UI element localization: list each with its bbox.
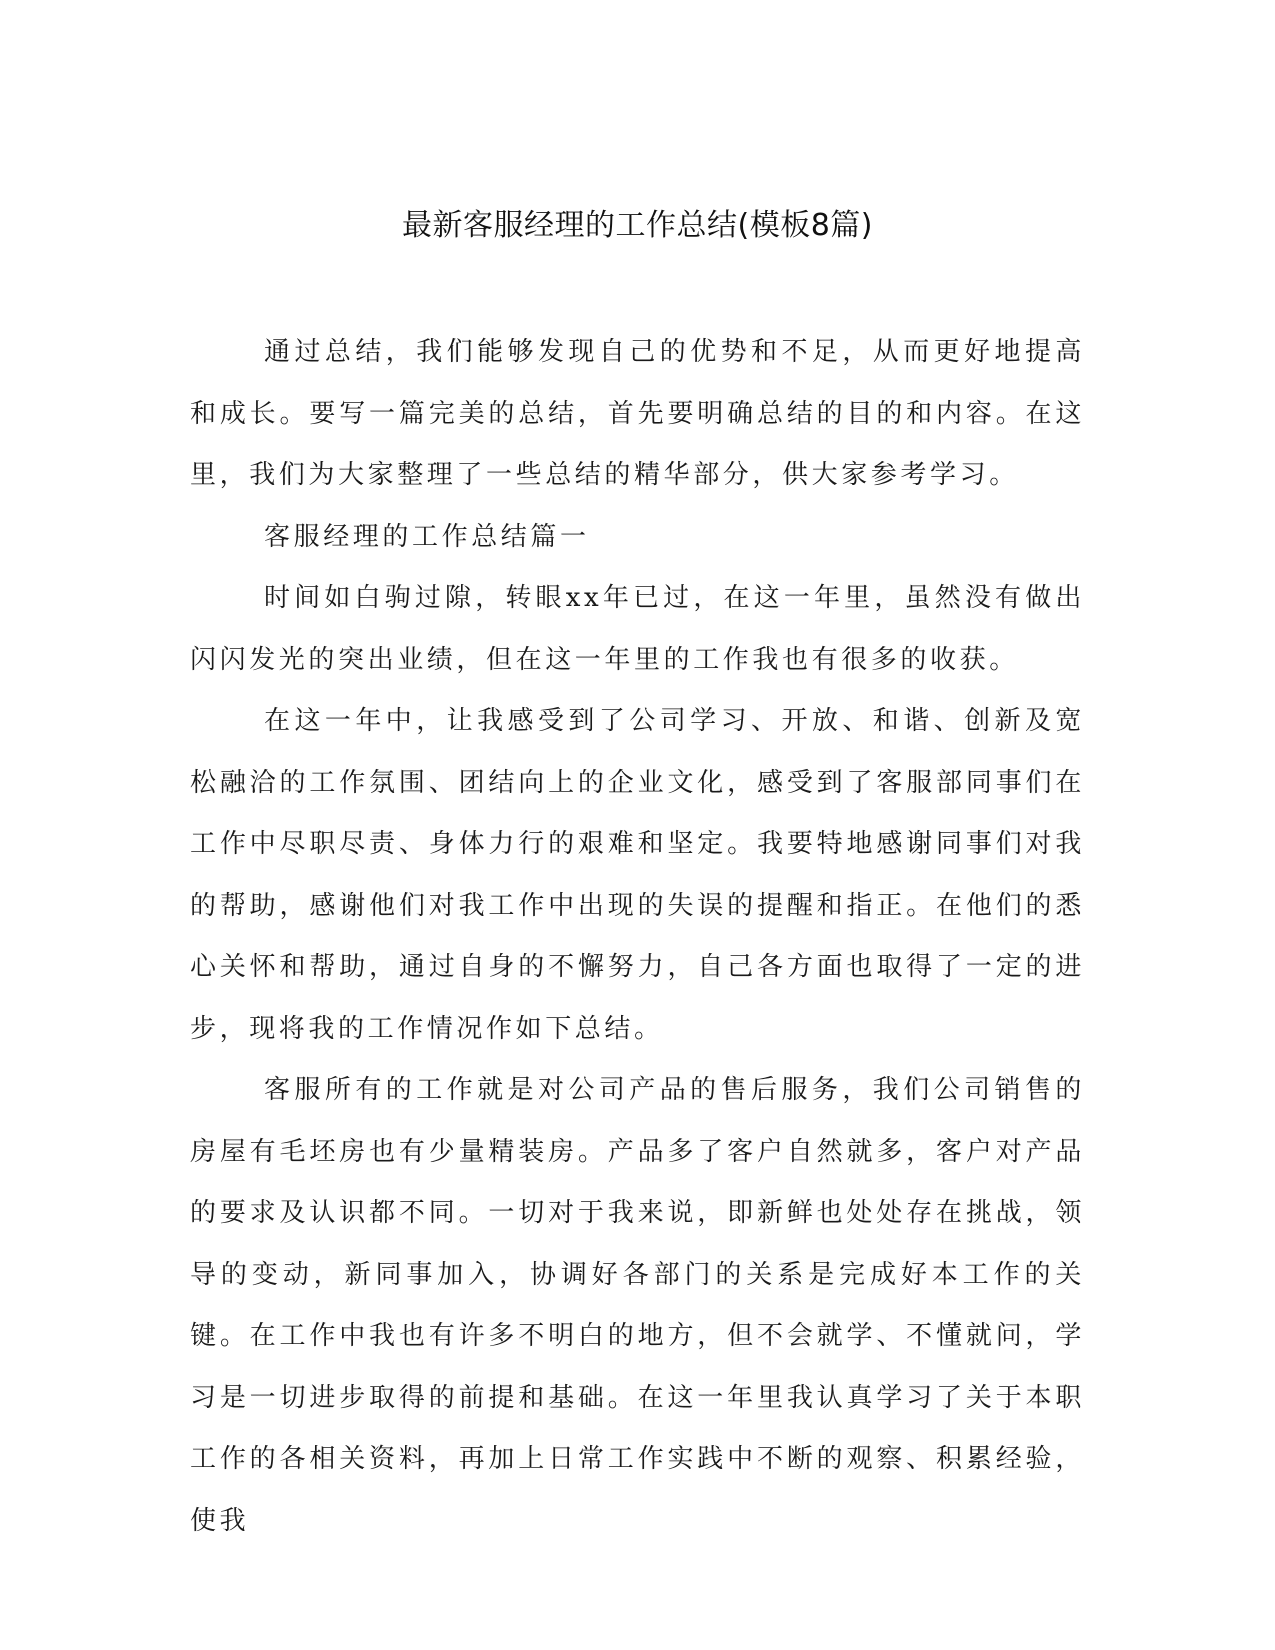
document-body: [190, 322, 1085, 1552]
body-paragraph: 在这一年中，让我感受到了公司学习、开放、和谐、创新及宽松融洽的工作氛围、团结向上的企业文化，感受到了客服部同事们在工作中尽职尽责、身体力行的艰难和坚定。我要特地感谢同事们对我的帮助，感谢他们对我工作中出现的失误的提醒和指正。在他们的悉心关怀和帮助，通过自身的不懈努力，自己各方面也取得了一定的进步，现将我的工作情况作如下总结。: [190, 706, 1085, 1044]
body-paragraph: 时间如白驹过隙，转眼xx年已过，在这一年里，虽然没有做出闪闪发光的突出业绩，但在这一年里的工作我也有很多的收获。: [190, 583, 1085, 675]
body-paragraph: 客服所有的工作就是对公司产品的售后服务，我们公司销售的房屋有毛坯房也有少量精装房。产品多了客户自然就多，客户对产品的要求及认识都不同。一切对于我来说，即新鲜也处处存在挑战，领导的变动，新同事加入，协调好各部门的关系是完成好本工作的关键。在工作中我也有许多不明白的地方，但不会就学、不懂就问，学习是一切进步取得的前提和基础。在这一年里我认真学习了关于本职工作的各相关资料，再加上日常工作实践中不断的观察、积累经验，使我: [190, 1075, 1085, 1536]
document-title: 最新客服经理的工作总结(模板8篇): [402, 208, 873, 243]
intro-paragraph: 通过总结，我们能够发现自己的优势和不足，从而更好地提高和成长。要写一篇完美的总结，首先要明确总结的目的和内容。在这里，我们为大家整理了一些总结的精华部分，供大家参考学习。: [190, 337, 1085, 490]
section-heading: 客服经理的工作总结篇一: [264, 521, 590, 552]
